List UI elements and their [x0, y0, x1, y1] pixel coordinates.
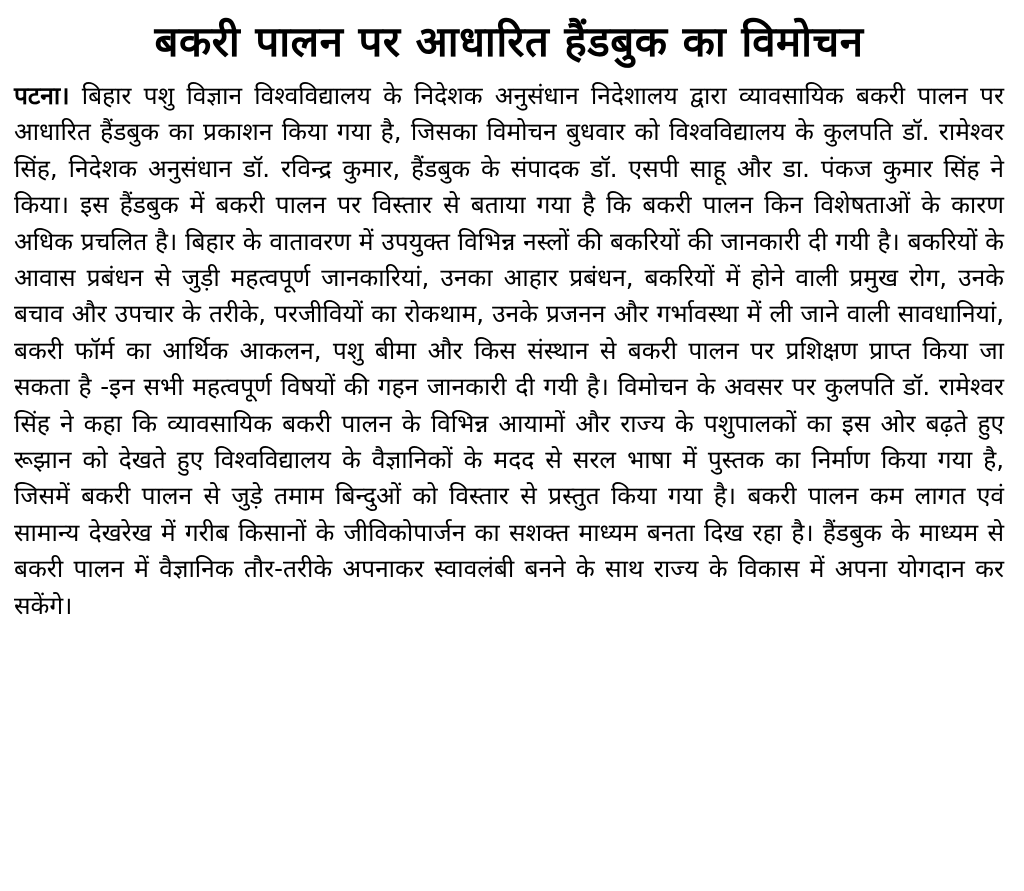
article-body	[14, 78, 1004, 624]
article-body-text: बिहार पशु विज्ञान विश्वविद्यालय के निदेशक अनुसंधान निदेशालय द्वारा व्यावसायिक बकरी पालन पर आधारित हैंडबुक का प्रकाशन किया गया है, जिसका विमोचन बुधवार को विश्वविद्यालय के कुलपति डॉ. रामेश्वर सिंह, निदेशक अनुसंधान डॉ. रविन्द्र कुमार, हैंडबुक के संपादक डॉ. एसपी साहू और डा. पंकज कुमार सिंह ने किया। इस हैंडबुक में बकरी पालन पर विस्तार से बताया गया है कि बकरी पालन किन विशेषताओं के कारण अधिक प्रचलित है। बिहार के वातावरण में उपयुक्त विभिन्न नस्लों की बकरियों की जानकारी दी गयी है। बकरियों के आवास प्रबंधन से जुड़ी महत्वपूर्ण जानकारियां, उनका आहार प्रबंधन, बकरियों में होने वाली प्रमुख रोग, उनके बचाव और उपचार के तरीके, परजीवियों का रोकथाम, उनके प्रजनन और गर्भावस्था में ली जाने वाली सावधानियां, बकरी फॉर्म का आर्थिक आकलन, पशु बीमा और किस संस्थान से बकरी पालन पर प्रशिक्षण प्राप्त किया जा सकता है -इन सभी महत्वपूर्ण विषयों की गहन जानकारी दी गयी है। विमोचन के अवसर पर कुलपति डॉ. रामेश्वर सिंह ने कहा कि व्यावसायिक बकरी पालन के विभिन्न आयामों और राज्य के पशुपालकों का इस ओर बढ़ते हुए रूझान को देखते हुए विश्वविद्यालय के वैज्ञानिकों के मदद से सरल भाषा में पुस्तक का निर्माण किया गया है, जिसमें बकरी पालन से जुड़े तमाम बिन्दुओं को विस्तार से प्रस्तुत किया गया है। बकरी पालन कम लागत एवं सामान्य देखरेख में गरीब किसानों के जीविकोपार्जन का सशक्त माध्यम बनता दिख रहा है। हैंडबुक के माध्यम से बकरी पालन में वैज्ञानिक तौर-तरीके अपनाकर स्वावलंबी बनने के साथ राज्य के विकास में अपना योगदान कर सकेंगे।	[14, 81, 1005, 620]
article-headline: बकरी पालन पर आधारित हैंडबुक का विमोचन	[154, 17, 864, 66]
article-dateline: पटना।	[14, 81, 70, 110]
